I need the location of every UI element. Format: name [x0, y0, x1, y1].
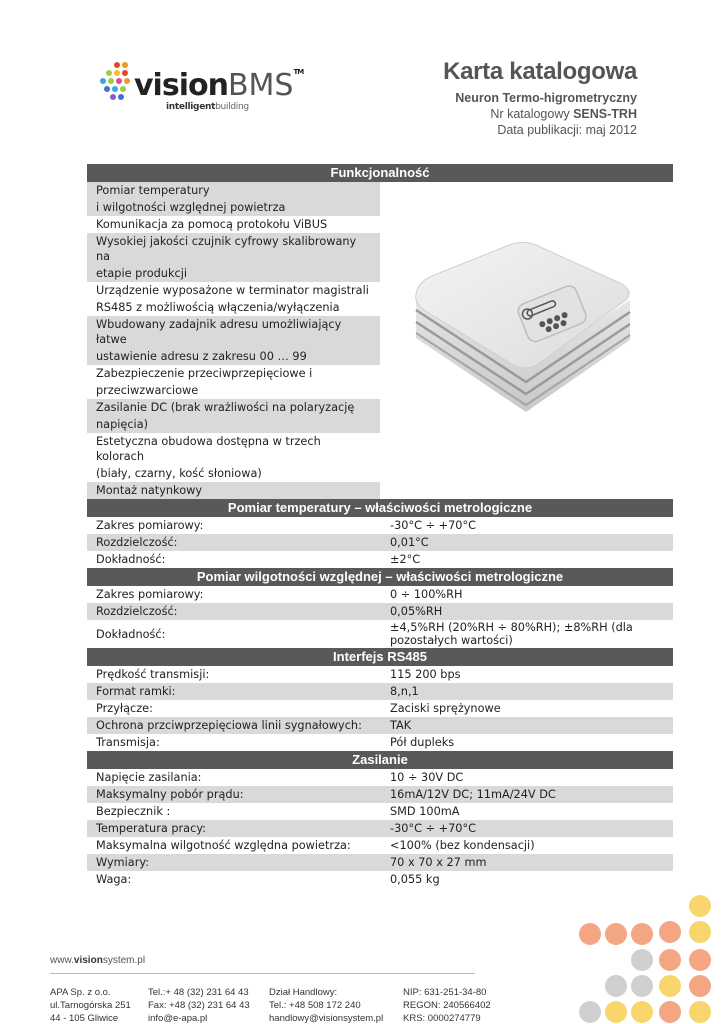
spec-value: Zaciski sprężynowe	[390, 702, 501, 715]
section-header-temperatura: Pomiar temperatury – właściwości metrologiczne	[87, 499, 673, 517]
spec-value: ±4,5%RH (20%RH ÷ 80%RH); ±8%RH (dla pozostałych wartości)	[390, 621, 633, 647]
spec-row	[87, 586, 673, 603]
spec-table	[87, 164, 673, 888]
footer-line: Tel.: +48 508 172 240	[269, 1000, 361, 1011]
footer-line: NIP: 631-251-34-80	[403, 987, 487, 998]
rs485-rows	[87, 666, 673, 751]
functionality-item: Wbudowany zadajnik adresu umożliwiający łatwe	[87, 316, 380, 348]
spec-row	[87, 666, 673, 683]
temperature-rows	[87, 517, 673, 568]
functionality-item: Komunikacja za pomocą protokołu ViBUS	[96, 218, 328, 231]
spec-value: 0 ÷ 100%RH	[390, 588, 463, 601]
spec-row	[87, 837, 673, 854]
functionality-item: ustawienie adresu z zakresu 00 … 99	[87, 348, 380, 365]
spec-value: 8,n,1	[380, 683, 673, 700]
catalog-number: Nr katalogowy SENS-TRH	[490, 107, 637, 121]
spec-label: Zakres pomiarowy:	[96, 588, 204, 601]
spec-label: Przyłącze:	[96, 702, 153, 715]
spec-row	[87, 620, 673, 648]
spec-label: Prędkość transmisji:	[96, 668, 210, 681]
spec-label: Temperatura pracy:	[87, 820, 380, 837]
logo-tagline: intelligentbuilding	[166, 102, 249, 112]
thermo-hygrometer-device-icon	[408, 240, 638, 420]
spec-row	[87, 534, 673, 551]
footer-company	[50, 986, 131, 1024]
spec-row	[87, 603, 673, 620]
footer-line: Tel.:+ 48 (32) 231 64 43	[148, 987, 249, 998]
footer-line: Fax: +48 (32) 231 64 43	[148, 1000, 250, 1011]
section-header-rs485: Interfejs RS485	[87, 648, 673, 666]
humidity-rows	[87, 586, 673, 648]
spec-row	[87, 854, 673, 871]
functionality-item: Estetyczna obudowa dostępna w trzech kolorach	[96, 435, 321, 463]
spec-value: -30°C ÷ +70°C	[390, 519, 477, 532]
spec-label: Waga:	[96, 873, 132, 886]
spec-value: 0,055 kg	[390, 873, 440, 886]
spec-value: 70 x 70 x 27 mm	[380, 854, 673, 871]
spec-row	[87, 786, 673, 803]
spec-label: Transmisja:	[96, 736, 160, 749]
functionality-item: etapie produkcji	[87, 265, 380, 282]
footer-line: info@e-apa.pl	[148, 1013, 208, 1024]
spec-row	[87, 551, 673, 568]
functionality-item: Zabezpieczenie przeciwprzepięciowe i	[96, 367, 313, 380]
spec-label: Maksymalny pobór prądu:	[87, 786, 380, 803]
spec-value: 16mA/12V DC; 11mA/24V DC	[380, 786, 673, 803]
spec-label: Rozdzielczość:	[87, 534, 380, 551]
section-header-zasilanie: Zasilanie	[87, 751, 673, 769]
footer-line: APA Sp. z o.o.	[50, 987, 111, 998]
functionality-item: napięcia)	[87, 416, 380, 433]
product-image	[380, 182, 673, 499]
footer-divider	[50, 973, 475, 974]
spec-row	[87, 734, 673, 751]
spec-label: Rozdzielczość:	[87, 603, 380, 620]
footer-line: KRS: 0000274779	[403, 1013, 481, 1024]
functionality-item: Montaż natynkowy	[87, 482, 380, 499]
spec-label: Maksymalna wilgotność względna powietrza:	[96, 839, 351, 852]
footer-contact	[148, 986, 250, 1024]
functionality-item: (biały, czarny, kość słoniowa)	[96, 467, 262, 480]
spec-row	[87, 517, 673, 534]
functionality-item: Pomiar temperatury	[87, 182, 380, 199]
spec-value: TAK	[380, 717, 673, 734]
spec-label: Napięcie zasilania:	[96, 771, 202, 784]
section-header-wilgotnosc: Pomiar wilgotności względnej – właściwości metrologiczne	[87, 568, 673, 586]
footer-website: www.visionsystem.pl	[50, 955, 146, 966]
footer-line: REGON: 240566402	[403, 1000, 491, 1011]
spec-label: Wymiary:	[87, 854, 380, 871]
publication-date: Data publikacji: maj 2012	[497, 123, 637, 137]
product-name: Neuron Termo-higrometryczny	[455, 91, 637, 105]
power-rows	[87, 769, 673, 888]
spec-value: ±2°C	[390, 553, 421, 566]
spec-label: Dokładność:	[96, 627, 166, 641]
logo-dots-icon	[100, 60, 138, 110]
spec-value: -30°C ÷ +70°C	[380, 820, 673, 837]
functionality-item: RS485 z możliwością włączenia/wyłączenia	[96, 301, 340, 314]
document-header	[443, 58, 637, 138]
functionality-item: przeciwzwarciowe	[96, 384, 199, 397]
spec-label: Format ramki:	[87, 683, 380, 700]
spec-value: SMD 100mA	[390, 805, 460, 818]
spec-row	[87, 871, 673, 888]
footer-line: ul.Tarnogórska 251	[50, 1000, 131, 1011]
spec-value: 115 200 bps	[390, 668, 461, 681]
spec-label: Dokładność:	[96, 553, 166, 566]
spec-value: Pół dupleks	[390, 736, 455, 749]
spec-row	[87, 700, 673, 717]
footer-registry	[403, 986, 491, 1024]
functionality-item: Urządzenie wyposażone w terminator magistrali	[96, 284, 369, 297]
footer-line: handlowy@visionsystem.pl	[269, 1013, 384, 1024]
footer-line: Dział Handlowy:	[269, 987, 338, 998]
section-header-funkcjonalnosc: Funkcjonalność	[87, 164, 673, 182]
spec-value: 0,01°C	[380, 534, 673, 551]
spec-value: 10 ÷ 30V DC	[390, 771, 464, 784]
page-title: Karta katalogowa	[443, 58, 637, 85]
footer-sales	[269, 986, 383, 1024]
spec-value: <100% (bez kondensacji)	[390, 839, 535, 852]
logo-wordmark: visionBMS™	[134, 68, 304, 103]
spec-row	[87, 820, 673, 837]
spec-row	[87, 769, 673, 786]
spec-row	[87, 803, 673, 820]
functionality-block	[87, 182, 673, 499]
functionality-list	[87, 182, 380, 499]
footer-line: 44 - 105 Gliwice	[50, 1013, 119, 1024]
spec-row	[87, 717, 673, 734]
spec-label: Ochrona przciwprzepięciowa linii sygnałowych:	[87, 717, 380, 734]
decorative-dots-icon	[570, 890, 720, 1024]
spec-label: Bezpiecznik :	[96, 805, 171, 818]
functionality-item: Zasilanie DC (brak wrażliwości na polaryzację	[87, 399, 380, 416]
spec-value: 0,05%RH	[380, 603, 673, 620]
functionality-item: Wysokiej jakości czujnik cyfrowy skalibrowany na	[87, 233, 380, 265]
functionality-item: i wilgotności względnej powietrza	[87, 199, 380, 216]
spec-row	[87, 683, 673, 700]
visionbms-logo	[100, 60, 315, 120]
spec-label: Zakres pomiarowy:	[96, 519, 204, 532]
